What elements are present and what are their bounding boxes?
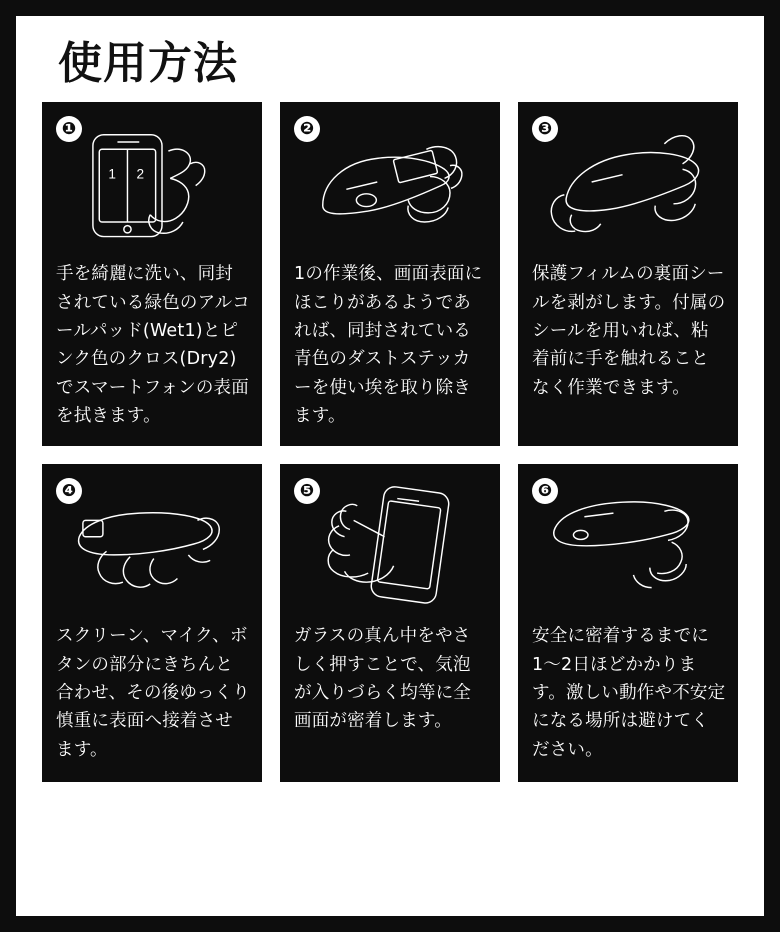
step-4-number-badge: ❹ (56, 478, 82, 504)
steps-grid-row-1 (42, 102, 738, 446)
step-3-caption: 保護フィルムの裏面シールを剥がします。付属のシールを用いれば、粘着前に手を触れることなく作業できます。 (532, 264, 726, 398)
step-1-illustration (52, 112, 252, 252)
phone-align-film-icon (52, 474, 252, 614)
step-card-4 (42, 464, 262, 782)
svg-text:1: 1 (108, 166, 116, 182)
step-2-caption: 1の作業後、画面表面にほこりがあるようであれば、同封されている青色のダストステッカーを使い埃を取り除きます。 (294, 264, 483, 427)
step-card-1 (42, 102, 262, 446)
step-card-6 (518, 464, 738, 782)
step-card-3 (518, 102, 738, 446)
step-3-illustration (528, 112, 728, 252)
step-4-caption: スクリーン、マイク、ボタンの部分にきちんと合わせ、その後ゆっくり慎重に表面へ接着させます。 (56, 626, 250, 760)
phone-peel-film-icon (528, 112, 728, 252)
step-card-5 (280, 464, 500, 782)
step-1-number-badge: ❶ (56, 116, 82, 142)
svg-text:2: 2 (136, 166, 145, 182)
phone-press-center-icon (290, 474, 490, 614)
step-5-caption: ガラスの真ん中をやさしく押すことで、気泡が入りづらく均等に全画面が密着します。 (294, 626, 471, 732)
phone-dust-sticker-icon (290, 112, 490, 252)
step-card-2 (280, 102, 500, 446)
step-5-number-badge: ❺ (294, 478, 320, 504)
step-6-caption: 安全に密着するまでに1〜2日ほどかかります。激しい動作や不安定になる場所は避けてください。 (532, 626, 726, 760)
step-6-number-badge: ❻ (532, 478, 558, 504)
phone-finished-icon (528, 474, 728, 614)
step-2-number-badge: ❷ (294, 116, 320, 142)
steps-grid-row-2 (42, 464, 738, 782)
page-title: 使用方法 (58, 38, 238, 89)
step-6-illustration (528, 474, 728, 614)
step-1-caption: 手を綺麗に洗い、同封されている緑色のアルコールパッド(Wet1)とピンク色のクロス(Dry2)でスマートフォンの表面を拭きます。 (56, 264, 250, 427)
step-3-number-badge: ❸ (532, 116, 558, 142)
step-2-illustration (290, 112, 490, 252)
phone-clean-wipe-icon (52, 112, 252, 252)
step-5-illustration (290, 474, 490, 614)
poster-inner-panel (16, 16, 764, 916)
step-4-illustration (52, 474, 252, 614)
